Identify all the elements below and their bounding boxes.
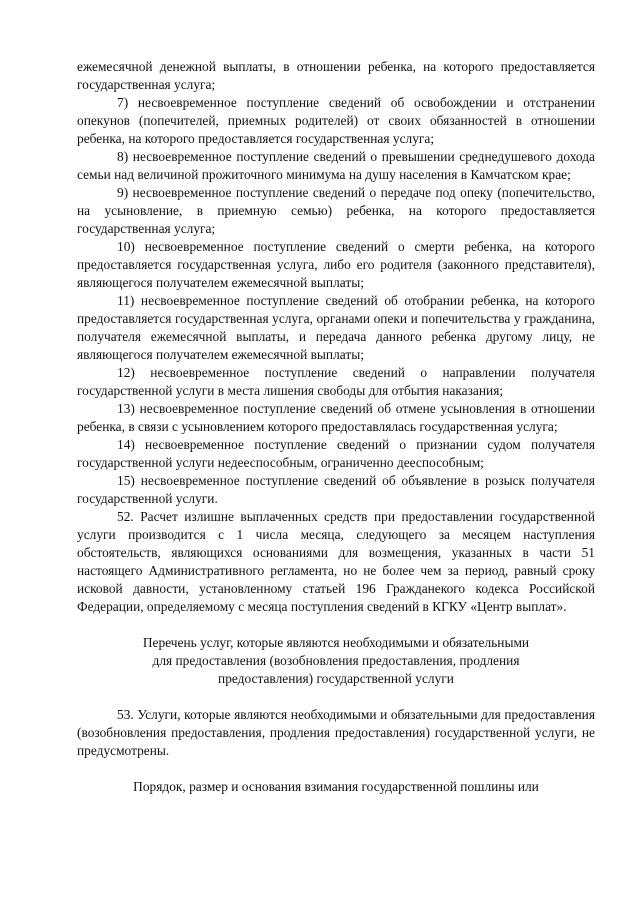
list-item-12: 12) несвоевременное поступление сведений о направлении получателя государственной услуги в места лишения свободы для отбытия наказания; bbox=[77, 365, 595, 398]
paragraph-52: 52. Расчет излишне выплаченных средств при предоставлении государственной услуги производится с 1 числа месяца, следующего за месяцем наступления обстоятельств, являющихся основаниями для возмещения, указанных в части 51 настоящего Административного регламента, но не более чем за период, равный сроку исковой давности, установленному статьей 196 Гражданекого кодекса Российской Федерации, определяемому с месяца поступления сведений в КГКУ «Центр выплат». bbox=[77, 509, 595, 614]
list-item-15: 15) несвоевременное поступление сведений об объявление в розыск получателя государственной услуги. bbox=[77, 473, 595, 506]
section-heading-line-1: Перечень услуг, которые являются необходимыми и обязательными bbox=[142, 635, 530, 650]
list-item-13: 13) несвоевременное поступление сведений об отмене усыновления в отношении ребенка, в связи с усыновлением которого предоставлялась государственная услуга; bbox=[77, 401, 595, 434]
document-page bbox=[77, 58, 595, 796]
list-item-11: 11) несвоевременное поступление сведений об отобрании ребенка, на которого предоставляется государственная услуга, органами опеки и попечительства у гражданина, получателя ежемесячной выплаты, и передача данного ребенка другому лицу, не являющегося получателем ежемесячной выплаты; bbox=[77, 293, 595, 362]
section-heading-line-3: предоставления) государственной услуги bbox=[218, 671, 454, 686]
list-item-7: 7) несвоевременное поступление сведений об освобождении и отстранении опекунов (попечителей, приемных родителей) от своих обязанностей в отношении ребенка, на которого предоставляется государственная услуга; bbox=[77, 95, 595, 146]
spacer bbox=[77, 616, 595, 634]
list-item-14: 14) несвоевременное поступление сведений о признании судом получателя государственной услуги недееспособным, ограниченно дееспособным; bbox=[77, 437, 595, 470]
paragraph-continuation: ежемесячной денежной выплаты, в отношении ребенка, на которого предоставляется государственная услуга; bbox=[77, 59, 595, 92]
section-heading-2: Порядок, размер и основания взимания государственной пошлины или bbox=[133, 779, 539, 794]
section-heading-line-2: для предоставления (возобновления предоставления, продления bbox=[152, 653, 520, 668]
list-item-10: 10) несвоевременное поступление сведений о смерти ребенка, на которого предоставляется государственная услуга, либо его родителя (законного представителя), являющегося получателем ежемесячной выплаты; bbox=[77, 239, 595, 290]
list-item-8: 8) несвоевременное поступление сведений о превышении среднедушевого дохода семьи над величиной прожиточного минимума на душу населения в Камчатском крае; bbox=[77, 149, 595, 182]
spacer bbox=[77, 688, 595, 706]
spacer bbox=[77, 760, 595, 778]
list-item-9: 9) несвоевременное поступление сведений о передаче под опеку (попечительство, на усыновление, в приемную семью) ребенка, на которого предоставляется государственная услуга; bbox=[77, 185, 595, 236]
paragraph-53: 53. Услуги, которые являются необходимыми и обязательными для предоставления (возобновления предоставления, продления предоставления) государственной услуги, не предусмотрены. bbox=[77, 707, 595, 758]
